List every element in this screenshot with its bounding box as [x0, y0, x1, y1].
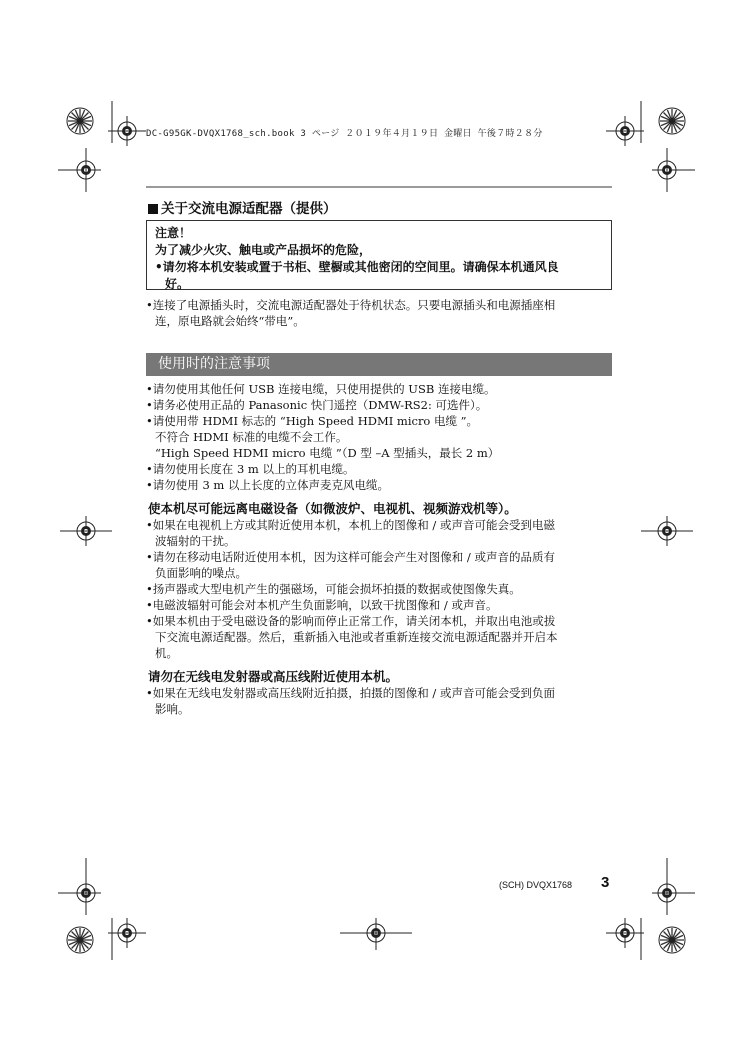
caution-line: 为了减少火灾、触电或产品损坏的危险， — [155, 243, 372, 257]
malfunction-line2: 下交流电源适配器。然后，重新插入电池或者重新连接交流电源适配器并开启本 — [155, 630, 558, 644]
hdmi-sub-note1: 不符合 HDMI 标准的电缆不会工作。 — [155, 430, 348, 444]
caution-box — [146, 220, 612, 290]
hdmi-sub-note2: “High Speed HDMI micro 电缆 ”（D 型 –A 型插头，最长 2 m） — [155, 446, 500, 460]
mobile-phone-line1: •请勿在移动电话附近使用本机，因为这样可能会产生对图像和 / 或声音的品质有 — [146, 550, 555, 564]
hdmi-cable-bullet: •请使用带 HDMI 标志的 “High Speed HDMI micro 电缆 ”。 — [146, 414, 479, 428]
standby-note-line2: 连，原电路就会始终“带电”。 — [155, 314, 305, 328]
section-title-text: 关于交流电源适配器（提供） — [161, 201, 337, 217]
square-bullet-icon — [148, 204, 158, 214]
microphone-cable-bullet: •请勿使用 3 m 以上长度的立体声麦克风电缆。 — [146, 478, 389, 492]
caution-heading: 注意！ — [155, 226, 192, 240]
document-code: (SCH) DVQX1768 — [499, 880, 573, 890]
ac-adaptor-section-title — [148, 197, 337, 217]
radio-transmitter-line2: 影响。 — [155, 702, 190, 716]
book-file-header: DC-G95GK-DVQX1768_sch.book 3 ページ ２０１９年４月１９日 金曜日 午後７時２８分 — [146, 129, 543, 139]
usb-cable-bullet: •请勿使用其他任何 USB 连接电缆，只使用提供的 USB 连接电缆。 — [146, 382, 496, 396]
malfunction-line1: •如果本机由于受电磁设备的影响而停止正常工作，请关闭本机，并取出电池或拔 — [146, 614, 556, 628]
caution-bullet-line2: 好。 — [165, 277, 190, 291]
radio-transmitter-line1: •如果在无线电发射器或高压线附近拍摄，拍摄的图像和 / 或声音可能会受到负面 — [146, 686, 555, 700]
tv-interference-line1: •如果在电视机上方或其附近使用本机，本机上的图像和 / 或声音可能会受到电磁 — [146, 518, 555, 532]
standby-note-line1: •连接了电源插头时，交流电源适配器处于待机状态。只要电源插头和电源插座相 — [146, 298, 556, 312]
headphone-cable-bullet: •请勿使用长度在 3 m 以上的耳机电缆。 — [146, 462, 355, 476]
electromagnetic-heading: 使本机尽可能远离电磁设备（如微波炉、电视机、视频游戏机等）。 — [148, 501, 517, 516]
remote-shutter-bullet: •请务必使用正品的 Panasonic 快门遥控（DMW-RS2: 可选件）。 — [146, 398, 488, 412]
mobile-phone-line2: 负面影响的噪点。 — [155, 566, 247, 580]
caution-bullet-line1: •请勿将本机安装或置于书柜、壁橱或其他密闭的空间里。请确保本机通风良 — [155, 260, 559, 274]
magnetic-field-bullet: •扬声器或大型电机产生的强磁场，可能会损坏拍摄的数据或使图像失真。 — [146, 582, 521, 596]
usage-precautions-band: 使用时的注意事项 — [146, 353, 612, 376]
radio-transmitter-heading: 请勿在无线电发射器或高压线附近使用本机。 — [148, 669, 399, 684]
radiation-bullet: •电磁波辐射可能会对本机产生负面影响，以致干扰图像和 / 或声音。 — [146, 598, 498, 612]
top-rule-divider — [146, 186, 612, 188]
page-number: 3 — [601, 874, 610, 891]
malfunction-line3: 机。 — [155, 646, 178, 660]
tv-interference-line2: 波辐射的干扰。 — [155, 534, 236, 548]
